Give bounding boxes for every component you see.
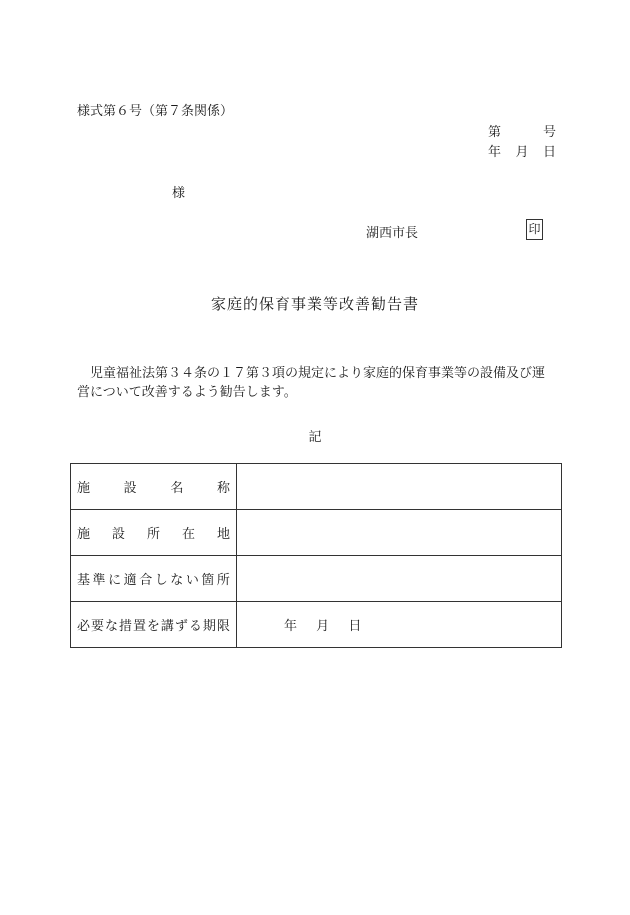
- document-number-line: [488, 121, 556, 140]
- issue-date-line: [488, 141, 556, 160]
- facility-address-label: 施 設 所 在 地: [71, 510, 237, 556]
- seal-mark: 印: [526, 219, 543, 240]
- deadline-day: 日: [348, 619, 362, 634]
- document-title: 家庭的保育事業等改善勧告書: [210, 295, 419, 313]
- sender-name: 湖西市長: [366, 226, 419, 241]
- body-text: 児童福祉法第３４条の１７第３項の規定により家庭的保育事業等の設備及び運営について改善するよう勧告します。: [77, 366, 546, 400]
- table-row: [71, 602, 562, 648]
- ki-heading: 記: [308, 430, 322, 445]
- date-year: 年: [488, 145, 502, 160]
- noncompliance-value[interactable]: [237, 556, 562, 602]
- noncompliance-label: 基 準 に 適 合 し な い 箇 所: [71, 556, 237, 602]
- details-table: [70, 463, 562, 648]
- facility-name-value[interactable]: [237, 464, 562, 510]
- deadline-label: 必 要 な 措 置 を 講 ず る 期 限: [71, 602, 237, 648]
- facility-address-value[interactable]: [237, 510, 562, 556]
- deadline-month: 月: [316, 619, 330, 634]
- number-suffix: 号: [542, 125, 556, 140]
- number-prefix: 第: [488, 125, 502, 140]
- deadline-year: 年: [284, 619, 298, 634]
- table-row: [71, 464, 562, 510]
- deadline-value[interactable]: [237, 602, 562, 648]
- date-day: 日: [542, 145, 556, 160]
- table-row: [71, 510, 562, 556]
- facility-name-label: 施 設 名 称: [71, 464, 237, 510]
- addressee-honorific: 様: [172, 186, 186, 201]
- date-month: 月: [515, 145, 529, 160]
- table-row: [71, 556, 562, 602]
- form-number: 様式第６号（第７条関係）: [77, 104, 234, 119]
